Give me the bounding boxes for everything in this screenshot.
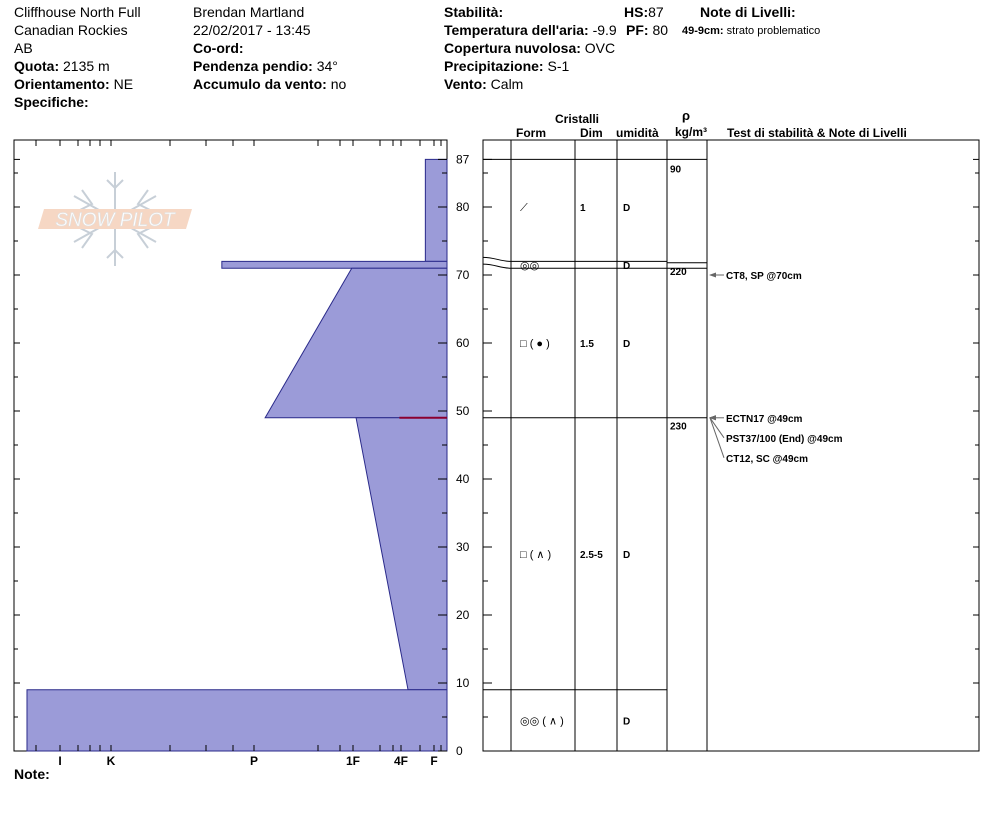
problem-layer-desc: strato problematico [726,25,821,37]
stability-test-3: CT12, SC @49cm [726,453,809,465]
hardness-layer-3 [356,418,447,690]
layer-form-3: □ ( ∧ ) [520,548,552,561]
slope-label: Pendenza pendio: [193,58,313,74]
layer-form-4: ◎◎ ( ∧ ) [520,715,564,728]
hardness-label-I: I [58,754,62,768]
test-arrowhead-0 [709,273,716,278]
air-temp-label: Temperatura dell'aria: [444,22,589,38]
test-arrowhead-3 [709,415,716,420]
layer-size-3: 2.5-5 [580,549,603,561]
density-unit-header: kg/m³ [675,125,708,139]
layer-form-0: ⟋ [520,202,528,214]
layer-size-2: 1.5 [580,339,594,350]
layer-moisture-1: D [623,260,631,272]
wind-label: Vento: [444,76,487,92]
site-name: Cliffhouse North Full [14,4,141,20]
layer-moisture-3: D [623,549,631,561]
hardness-layer-1 [222,261,447,268]
hardness-label-4F: 4F [393,754,409,768]
size-header: Dim [580,126,603,140]
air-temp-value: -9.9 [592,22,617,38]
layer-table-frame [483,140,979,751]
depth-tick-label: 0 [456,744,463,758]
specifics-label: Specifiche: [14,94,89,110]
coords-label: Co-ord: [193,40,244,56]
precip-value: S-1 [547,58,570,74]
hardness-label-K: K [106,754,116,768]
rho-header: ρ [682,108,691,123]
hardness-layer-0 [425,159,447,261]
depth-tick-label: 40 [456,472,470,486]
test-arrow-3 [710,418,724,458]
layer-form-1: ◎◎ [520,259,540,272]
hardness-label-P: P [249,754,259,768]
precip-label: Precipitazione: [444,58,544,74]
depth-tick-label: 60 [456,336,470,350]
stability-test-2: PST37/100 (End) @49cm [726,433,843,445]
density-value-2: 230 [670,421,687,433]
elevation-value: 2135 m [63,58,110,74]
moisture-header: umidità [616,126,659,140]
density-value-1: 220 [670,267,687,279]
depth-tick-label: 80 [456,200,470,214]
depth-tick-label: 50 [456,404,470,418]
depth-tick-label: 10 [456,676,470,690]
layer-size-0: 1 [580,203,586,214]
depth-tick-label: 70 [456,268,470,282]
depth-tick-label: 30 [456,540,470,554]
problem-layer-range: 49-9cm: [682,25,724,37]
test-arrow-2 [710,418,724,438]
stability-test-0: CT8, SP @70cm [726,271,802,282]
datetime: 22/02/2017 - 13:45 [193,22,311,38]
hardness-label-1F: 1F [345,754,361,768]
sky-label: Copertura nuvolosa: [444,40,581,56]
depth-tick-label: 87 [456,152,470,167]
hs-label: HS: [624,4,649,20]
layer-notes-label: Note di Livelli: [700,4,796,20]
wind-loading-label: Accumulo da vento: [193,76,327,92]
pf-label: PF: [626,22,649,38]
mountain-range: Canadian Rockies [14,22,128,38]
layer-form-2: □ ( ● ) [520,338,550,350]
hardness-label-F: F [430,754,438,768]
watermark-text: SNOW PILOT [55,210,175,231]
stability-test-1: ECTN17 @49cm [726,413,803,425]
crystals-header: Cristalli [555,112,600,126]
form-header: Form [516,126,546,140]
hs-value: 87 [648,4,664,20]
hardness-layer-2 [265,268,447,418]
slope-value: 34° [316,58,338,74]
wind-loading-value: no [330,76,347,92]
aspect-label: Orientamento: [14,76,110,92]
elevation-label: Quota: [14,58,60,74]
stability-tests [709,271,843,465]
layer-table [483,140,707,751]
sky-value: OVC [584,40,616,56]
notes-label: Note: [14,766,50,782]
region: AB [14,40,33,56]
pf-value: 80 [652,22,669,38]
wind-value: Calm [490,76,524,92]
layer-moisture-2: D [623,339,631,350]
stability-label: Stabilità: [444,4,504,20]
layer-moisture-0: D [623,203,631,214]
hardness-profile [27,159,447,751]
aspect-value: NE [113,76,134,92]
thin-layer-connector-bottom [483,264,511,268]
thin-layer-connector-top [483,257,511,261]
snow-pilot-watermark [38,172,192,266]
hardness-layer-4 [27,690,447,751]
depth-axis [14,152,979,758]
observer: Brendan Martland [193,4,305,20]
density-value-0: 90 [670,164,682,176]
depth-tick-label: 20 [456,608,470,622]
tests-header: Test di stabilità & Note di Livelli [727,126,907,140]
layer-moisture-4: D [623,716,631,728]
